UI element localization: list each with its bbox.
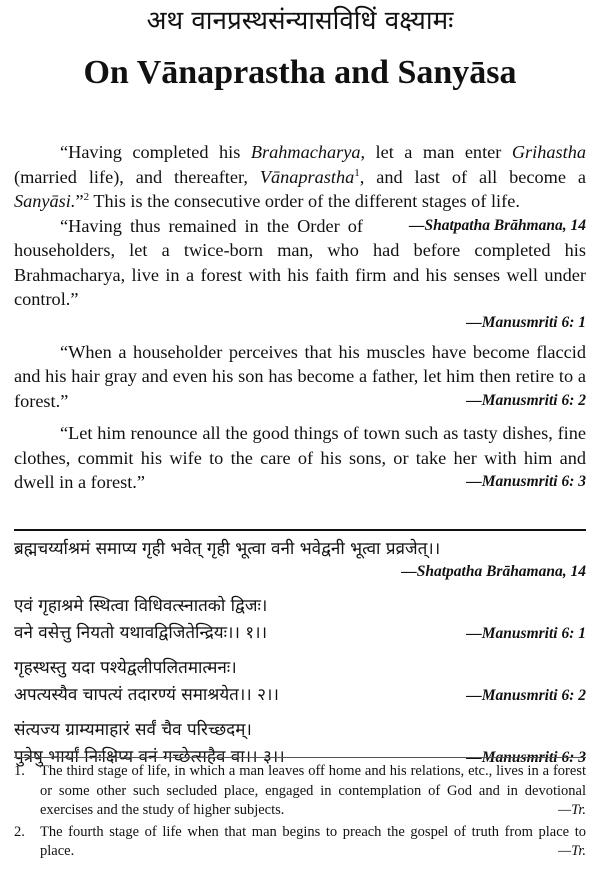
- paragraph-3: [14, 340, 586, 414]
- footnote-text: [40, 762, 586, 821]
- verse-line: [14, 682, 586, 709]
- text-run: (married life), and thereafter,: [14, 166, 260, 187]
- text-run: ”: [75, 191, 84, 211]
- translator-mark: —Tr.: [558, 802, 586, 818]
- footnote-divider: [14, 757, 586, 758]
- citation-2: —Manusmriti 6: 1: [466, 313, 586, 331]
- footnote-number: 2.: [14, 823, 25, 840]
- verse-line: [14, 717, 586, 744]
- text-run: This is the consecutive order of the different stages of life.: [89, 191, 520, 211]
- verse-text: ब्रह्मचर्य्याश्रमं समाप्य गृही भवेत् गृही भूत्वा वनी भवेद्वनी भूत्वा प्रव्रजेत्।।: [14, 539, 441, 559]
- text-run: , let a man enter: [360, 142, 512, 162]
- verse-line: [14, 593, 586, 620]
- footnote-ref-1[interactable]: 1: [354, 166, 360, 179]
- verse-text: वने वसेत्तु नियतो यथावद्विजितेन्द्रियः।। १।।: [14, 623, 268, 643]
- term-brahmacharya: Brahmacharya: [250, 142, 361, 162]
- footnote-number: 1.: [14, 763, 25, 779]
- paragraph-2: “Having thus remained in the Order of householders, let a twice-born man, who had before completed his Brahmacharya, live in a forest with his faith firm and his senses well under control.”: [14, 215, 586, 309]
- verse-text: संत्यज्य ग्राम्यमाहारं सर्वं चैव परिच्छदम्।: [14, 720, 252, 740]
- verse-citation-4: —Manusmriti 6: 3: [466, 749, 586, 766]
- text-run: “Let him renounce all the good things of town such as tasty dishes, fine clothes, commit his wife to the care of his sons, or take her with him and dwell in a forest.”: [14, 423, 586, 492]
- page-title: On Vānaprastha and Sanyāsa: [83, 54, 517, 91]
- verse-citation-3: —Manusmriti 6: 2: [466, 687, 586, 704]
- term-sanyasi: Sanyāsi.: [14, 191, 76, 211]
- paragraph-1: [14, 140, 587, 234]
- verse-text: गृहस्थस्तु यदा पश्येद्वलीपलितमात्मनः।: [14, 658, 237, 678]
- footnote-1: [14, 762, 586, 821]
- footnote-ref-2[interactable]: 2: [83, 190, 90, 203]
- sanskrit-verses: [14, 536, 586, 771]
- verse-cite-line: [14, 563, 586, 585]
- citation-4: —Manusmriti 6: 3: [466, 473, 586, 490]
- footnote-body: The fourth stage of life when that man begins to preach the gospel of truth from place to place.: [40, 823, 586, 859]
- text-run: , and last of all become a: [359, 166, 587, 187]
- citation-3: —Manusmriti 6: 2: [466, 391, 586, 409]
- sanskrit-title: अथ वानप्रस्थसंन्यासविधिं वक्ष्यामः: [146, 6, 454, 36]
- section-divider: [14, 529, 586, 531]
- verse-text: एवं गृहाश्रमे स्थित्वा विधिवत्स्नातको द्विजः।: [14, 596, 268, 616]
- footnotes: [14, 762, 586, 864]
- footnote-body: The third stage of life, in which a man leaves off home and his relations, etc., lives in a forest or some other such secluded place, engaged in contemplation of God and in devotional exercises and the study of higher subjects.: [40, 763, 586, 818]
- main-text: [14, 140, 586, 495]
- verse-text: अपत्यस्यैव चापत्यं तदारण्यं समाश्रयेत।। २।।: [14, 685, 279, 705]
- footnote-2: [14, 823, 586, 862]
- verse-text: पुत्रेषु भार्यां निःक्षिप्य वनं गच्छेत्सहैव वा।। ३।।: [14, 747, 285, 767]
- translator-mark: —Tr.: [558, 843, 586, 859]
- text-run: “Having completed his: [60, 142, 251, 162]
- term-grihastha: Grihastha: [511, 142, 586, 162]
- text-run: “When a householder perceives that his muscles have become flaccid and his hair gray and even his son has become a father, let him then retire to a forest.”: [14, 341, 586, 411]
- paragraph-4: [14, 421, 586, 495]
- verse-citation-2: —Manusmriti 6: 1: [466, 625, 586, 642]
- verse-line: [14, 536, 586, 563]
- citation-1: —Shatpatha Brāhmana, 14: [408, 216, 586, 234]
- footnote-text: [40, 823, 586, 862]
- term-vanaprastha: Vānaprastha: [259, 166, 355, 187]
- verse-line: [14, 620, 586, 647]
- verse-line: [14, 655, 586, 682]
- verse-citation-1: —Shatpatha Brāhamana, 14: [401, 563, 586, 580]
